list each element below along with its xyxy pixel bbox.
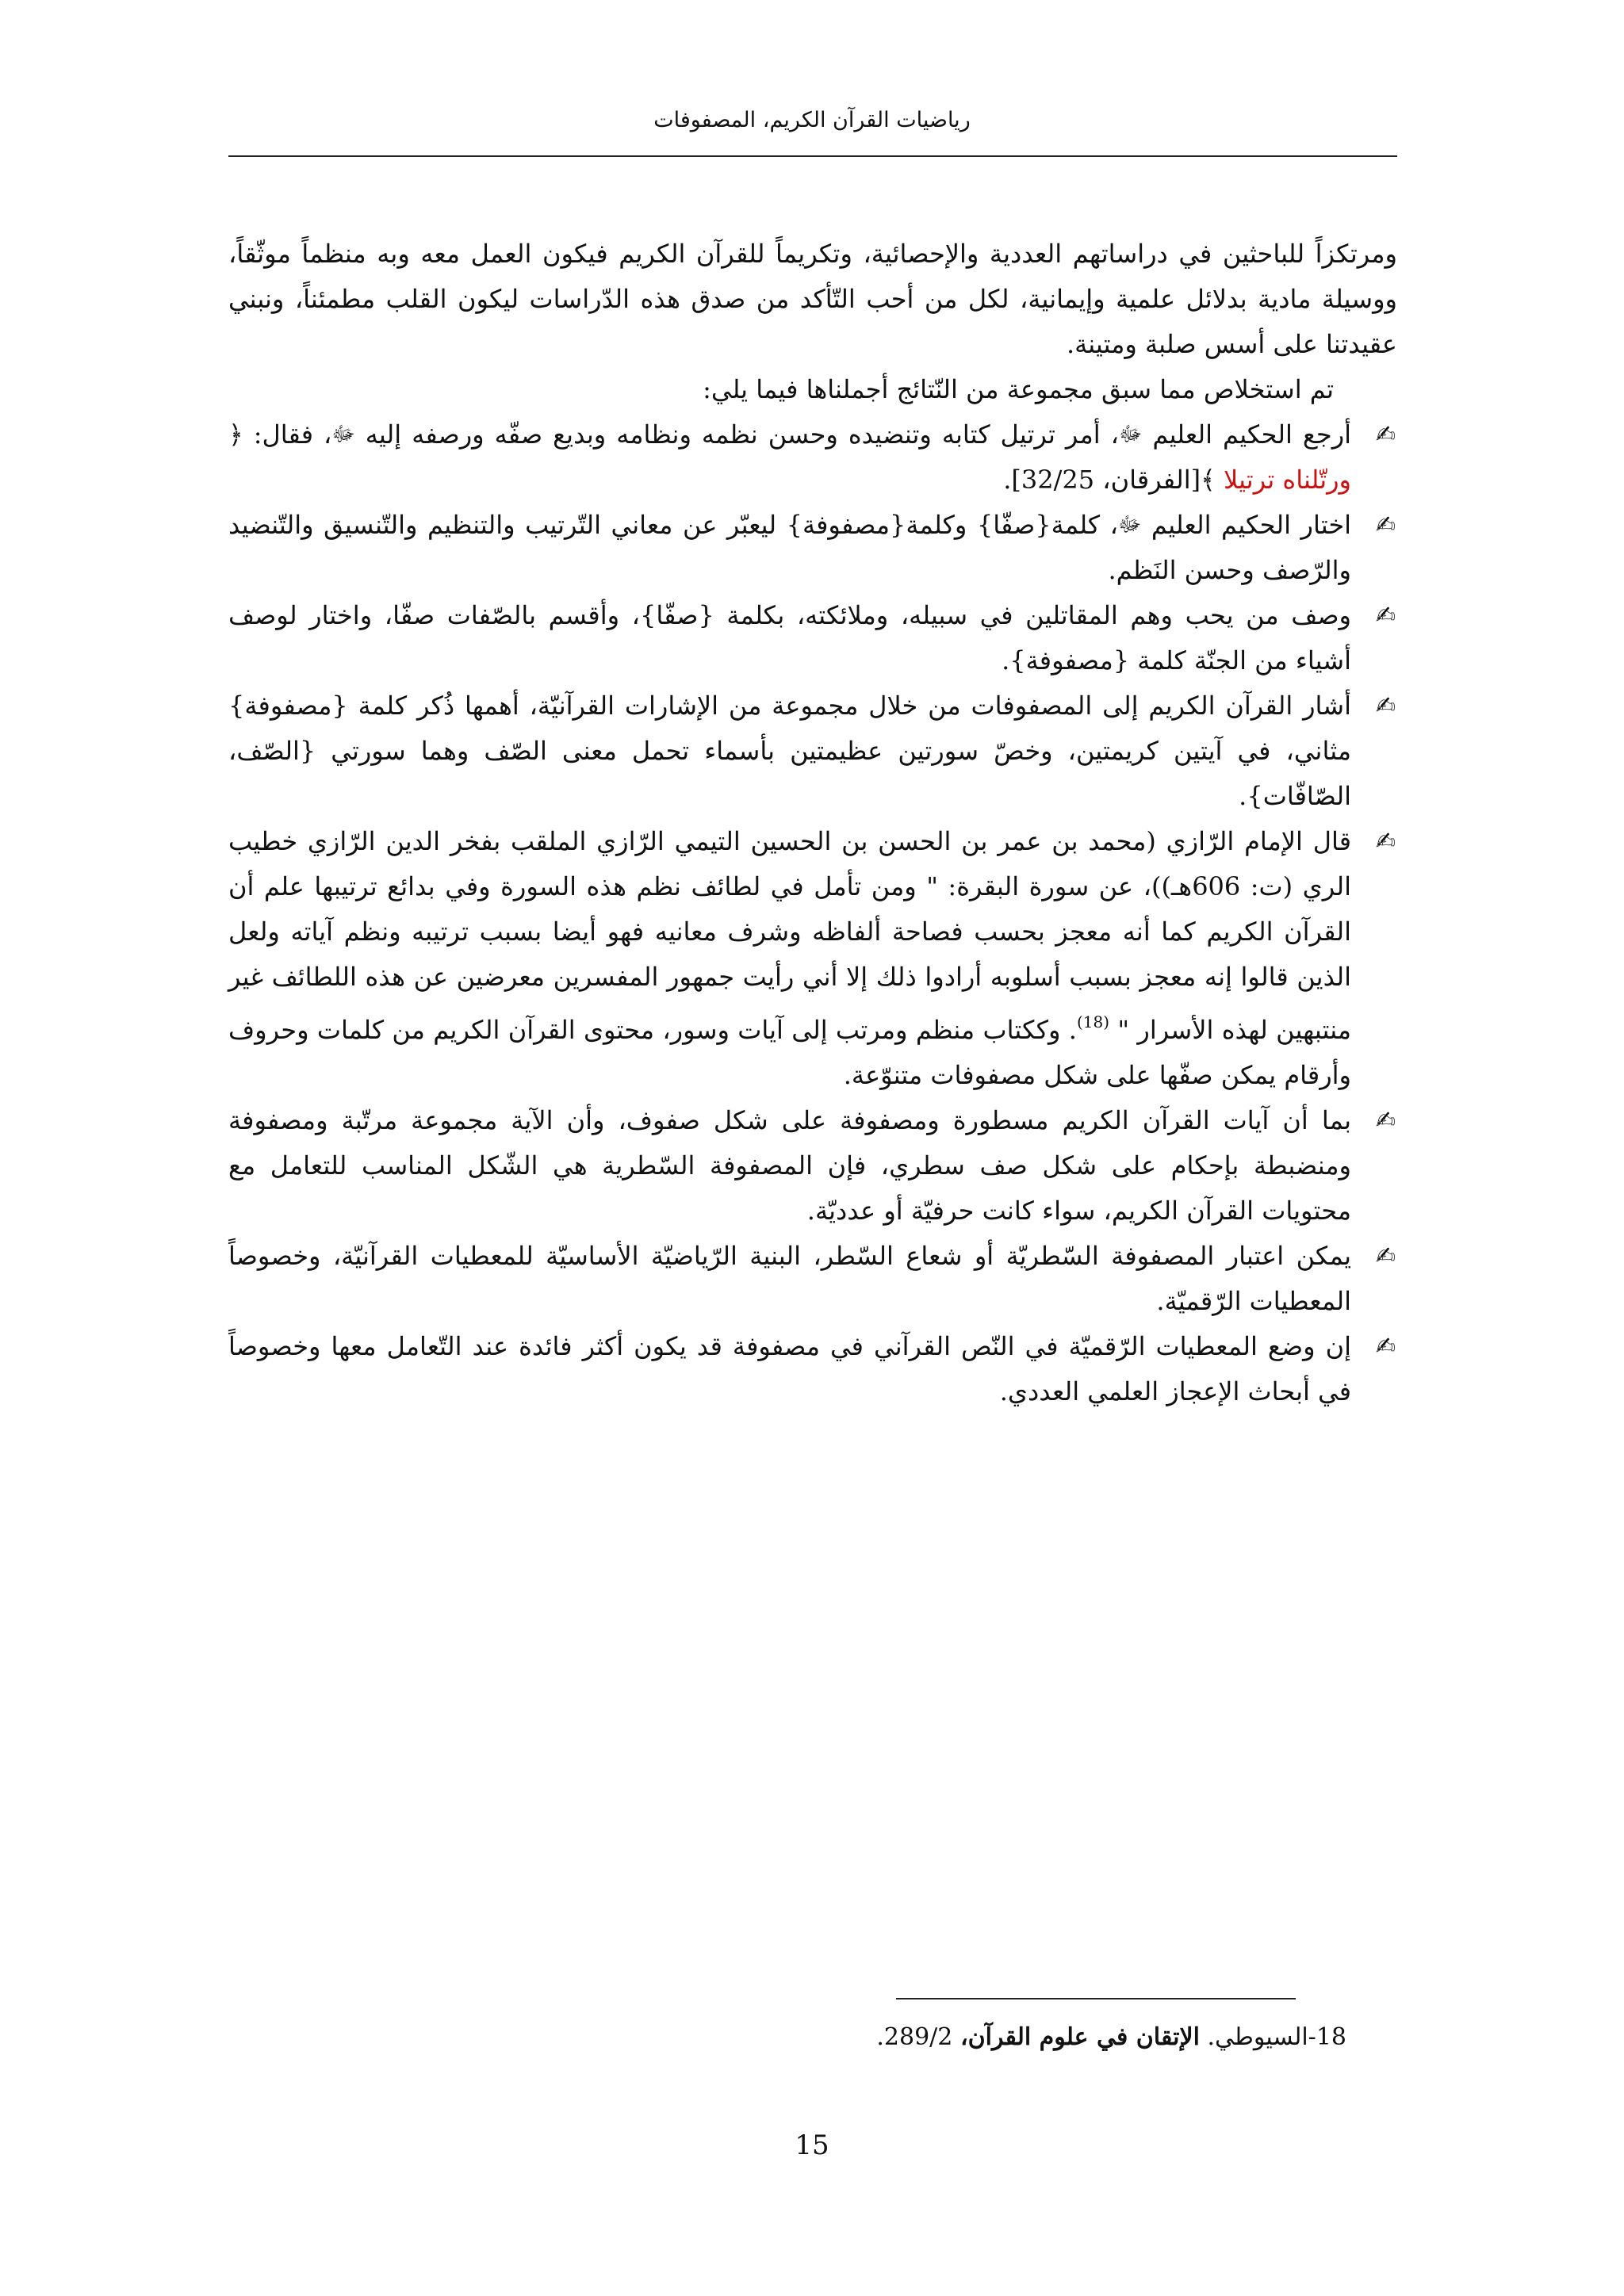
- list-item: [228, 683, 1397, 819]
- bullet-text: بما أن آيات القرآن الكريم مسطورة ومصفوفة على شكل صفوف، وأن الآية مجموعة مرتّبة ومصفوفة ومنضبطة بإحكام على شكل صف سطري، فإن المصفوفة السّطرية هي الشّكل المناسب للتعامل مع محتويات القرآن الكريم، سواء كانت حرفيّة أو عدديّة.: [228, 1105, 1351, 1226]
- page-number: 15: [795, 2130, 829, 2161]
- quran-quote: ورتّلناه ترتيلا: [1215, 465, 1351, 495]
- writing-hand-icon: ✍: [1375, 421, 1396, 449]
- footnote-rule: [896, 1998, 1296, 1999]
- list-item: [228, 593, 1397, 683]
- footnote: [228, 2020, 1346, 2055]
- list-item: [228, 819, 1397, 1098]
- running-header: رياضيات القرآن الكريم، المصفوفات: [653, 108, 971, 132]
- results-list: [228, 412, 1397, 1414]
- bullet-text: أرجع الحكيم العليم ﷻ، أمر ترتيل كتابه وتنضيده وحسن نظمه ونظامه وبديع صفّه ورصفه إليه ﷻ، فقال: ﴿ ورتّلناه ترتيلا ﴾[الفرقان، 32/25].: [228, 419, 1352, 495]
- footnote-number: 18-: [1308, 2023, 1346, 2051]
- list-item: [228, 503, 1397, 593]
- footnote-locator: 289/2.: [876, 2023, 960, 2051]
- list-item: [228, 1098, 1397, 1234]
- writing-hand-icon: ✍: [1375, 511, 1396, 539]
- writing-hand-icon: ✍: [1375, 692, 1396, 720]
- honorific-glyph: ﷻ: [1118, 423, 1143, 446]
- intro-paragraph: ومرتكزاً للباحثين في دراساتهم العددية والإحصائية، وتكريماً للقرآن الكريم فيكون العمل معه وبه منظماً موثّقاً، ووسيلة مادية بدلائل علمية وإيمانية، لكل من أحب التّأكد من صدق هذه الدّراسات ليكون القلب مطمئناً، ونبني عقيدتنا على أسس صلبة ومتينة.: [228, 239, 1397, 359]
- list-item: [228, 1234, 1397, 1324]
- writing-hand-icon: ✍: [1375, 602, 1396, 629]
- honorific-glyph: ﷻ: [331, 423, 355, 446]
- footnote-title: الإتقان في علوم القرآن،: [959, 2023, 1200, 2051]
- bullet-text: يمكن اعتبار المصفوفة السّطريّة أو شعاع السّطر، البنية الرّياضيّة الأساسيّة للمعطيات القرآنيّة، وخصوصاً المعطيات الرّقميّة.: [228, 1241, 1351, 1316]
- bullet-text: إن وضع المعطيات الرّقميّة في النّص القرآني في مصفوفة قد يكون أكثر فائدة عند التّعامل معها وخصوصاً في أبحاث الإعجاز العلمي العددي.: [228, 1331, 1351, 1406]
- list-item: [228, 412, 1397, 503]
- bullet-text: اختار الحكيم العليم ﷻ، كلمة{صفّا} وكلمة{مصفوفة} ليعبّر عن معاني التّرتيب والتنظيم والتّنسيق والتّنضيد والرّصف وحسن النَظم.: [228, 510, 1352, 585]
- bullet-text: أشار القرآن الكريم إلى المصفوفات من خلال مجموعة من الإشارات القرآنيّة، أهمها ذُكر كلمة {مصفوفة}مثاني، في آيتين كريمتين، وخصّ سورتين عظيمتين بأسماء تحمل معنى الصّف وهما سورتي {الصّف، الصّافّات}.: [228, 691, 1351, 811]
- bullet-text: وصف من يحب وهم المقاتلين في سبيله، وملائكته، بكلمة {صفّا}، وأقسم بالصّفات صفّا، واختار لوصف أشياء من الجنّة كلمة {مصفوفة}.: [228, 600, 1352, 675]
- footnote-author: السيوطي.: [1199, 2023, 1308, 2051]
- results-intro: تم استخلاص مما سبق مجموعة من النّتائج أجملناها فيما يلي:: [703, 374, 1334, 404]
- bullet-text: قال الإمام الرّازي (محمد بن عمر بن الحسن بن الحسين التيمي الرّازي الملقب بفخر الدين الرّازي خطيب الري (ت: 606هـ))، عن سورة البقرة: " ومن تأمل في لطائف نظم هذه السورة وفي بدائع ترتيبها علم أن القرآن الكريم كما أنه معجز بحسب فصاحة ألفاظه وشرف معانيه فهو أيضا بسبب ترتيبه ونظم آياته ولعل الذين قالوا إنه معجز بسبب أسلوبه أرادوا ذلك إلا أني رأيت جمهور المفسرين معرضين عن هذه اللطائف غير منتبهين لهذه الأسرار " $^{(18)}$. وككتاب منظم ومرتب إلى آيات وسور، محتوى القرآن الكريم من كلمات وحروف وأرقام يمكن صفّها على شكل مصفوفات متنوّعة.: [228, 826, 1352, 1090]
- writing-hand-icon: ✍: [1375, 1107, 1396, 1135]
- writing-hand-icon: ✍: [1375, 1242, 1396, 1270]
- header-rule: [228, 155, 1397, 157]
- list-item: [228, 1324, 1397, 1414]
- quote-reference: ﴾[الفرقان، 32/25].: [1003, 465, 1216, 495]
- body-text: [228, 232, 1397, 1414]
- footnote-reference[interactable]: (18): [1076, 1012, 1110, 1031]
- writing-hand-icon: ✍: [1375, 1333, 1396, 1360]
- honorific-glyph: ﷻ: [1118, 513, 1142, 537]
- writing-hand-icon: ✍: [1375, 828, 1396, 855]
